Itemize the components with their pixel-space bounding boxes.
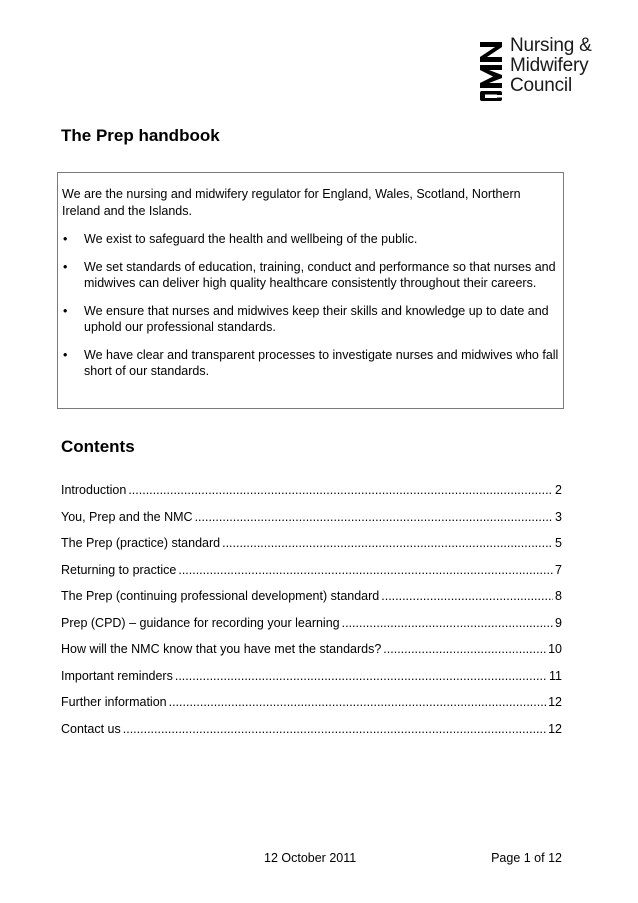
toc-leader xyxy=(195,510,553,524)
contents-heading: Contents xyxy=(61,437,135,456)
bullet-icon: • xyxy=(63,348,68,362)
footer-date: 12 October 2011 xyxy=(264,851,357,865)
toc-entry-label[interactable]: Introduction xyxy=(61,483,127,497)
toc-entry-label[interactable]: How will the NMC know that you have met the standards? xyxy=(61,642,382,656)
toc-leader xyxy=(222,536,553,550)
bullet-icon: • xyxy=(63,260,68,274)
toc-leader xyxy=(128,483,553,497)
bullet-text: We set standards of education, training, conduct and performance so that nurses and midwives can deliver high quality healthcare consistently throughout their careers. xyxy=(84,260,556,290)
bullet-item xyxy=(62,303,564,335)
toc-entry[interactable] xyxy=(61,722,562,749)
toc-entry-label[interactable]: The Prep (continuing professional development) standard xyxy=(61,589,380,603)
about-bullet-list xyxy=(62,231,564,391)
toc-entry-label[interactable]: Returning to practice xyxy=(61,562,177,577)
bullet-text: We exist to safeguard the health and wellbeing of the public. xyxy=(84,232,418,246)
bullet-text: We have clear and transparent processes to investigate nurses and midwives who fall short of our standards. xyxy=(84,348,559,378)
toc-entry-page[interactable]: 7 xyxy=(555,562,562,577)
toc-entry-label[interactable]: Contact us xyxy=(61,721,121,736)
bullet-icon: • xyxy=(63,304,68,318)
about-intro: We are the nursing and midwifery regulator for England, Wales, Scotland, Northern Ireland and the Islands. xyxy=(62,187,521,218)
toc-leader xyxy=(169,695,546,709)
toc-entry-page[interactable]: 12 xyxy=(548,695,562,709)
toc-entry[interactable] xyxy=(61,510,562,537)
toc-entry-page[interactable]: 11 xyxy=(549,668,562,683)
toc-entry[interactable] xyxy=(61,536,562,563)
toc-leader xyxy=(342,616,553,630)
table-of-contents xyxy=(61,483,562,748)
logo-line-2: Midwifery xyxy=(510,55,589,76)
toc-entry-page[interactable]: 2 xyxy=(555,483,562,497)
toc-entry-page[interactable]: 9 xyxy=(555,615,562,630)
toc-entry[interactable] xyxy=(61,563,562,590)
logo-line-1: Nursing & xyxy=(510,35,592,56)
toc-leader xyxy=(178,563,553,577)
toc-entry-page[interactable]: 3 xyxy=(555,509,562,524)
footer-page-number: Page 1 of 12 xyxy=(491,851,562,865)
toc-leader xyxy=(175,669,547,683)
toc-entry-label[interactable]: Prep (CPD) – guidance for recording your learning xyxy=(61,615,340,630)
toc-entry[interactable] xyxy=(61,642,562,669)
bullet-item xyxy=(62,347,564,379)
toc-leader xyxy=(123,722,546,736)
logo-line-3: Council xyxy=(510,75,572,96)
toc-entry-label[interactable]: You, Prep and the NMC xyxy=(61,509,193,524)
toc-entry-page[interactable]: 8 xyxy=(555,589,562,603)
toc-entry-page[interactable]: 5 xyxy=(555,536,562,550)
toc-entry-label[interactable]: Important reminders xyxy=(61,668,173,683)
page-title: The Prep handbook xyxy=(61,126,220,145)
toc-entry[interactable] xyxy=(61,669,562,696)
toc-leader xyxy=(383,642,546,656)
toc-entry[interactable] xyxy=(61,695,562,722)
toc-leader xyxy=(381,589,553,603)
bullet-icon: • xyxy=(63,232,68,246)
toc-entry-page[interactable]: 12 xyxy=(548,721,562,736)
toc-entry[interactable] xyxy=(61,589,562,616)
toc-entry[interactable] xyxy=(61,483,562,510)
bullet-text: We ensure that nurses and midwives keep their skills and knowledge up to date and uphold our professional standards. xyxy=(84,304,549,334)
nmc-logo xyxy=(478,36,608,104)
toc-entry-label[interactable]: Further information xyxy=(61,695,167,709)
toc-entry[interactable] xyxy=(61,616,562,643)
about-nmc-box xyxy=(57,172,564,409)
bullet-item xyxy=(62,259,564,291)
nmc-logo-mark xyxy=(478,40,504,102)
toc-entry-page[interactable]: 10 xyxy=(548,642,562,656)
bullet-item xyxy=(62,231,564,247)
toc-entry-label[interactable]: The Prep (practice) standard xyxy=(61,536,221,550)
nmc-logo-text xyxy=(510,36,592,96)
